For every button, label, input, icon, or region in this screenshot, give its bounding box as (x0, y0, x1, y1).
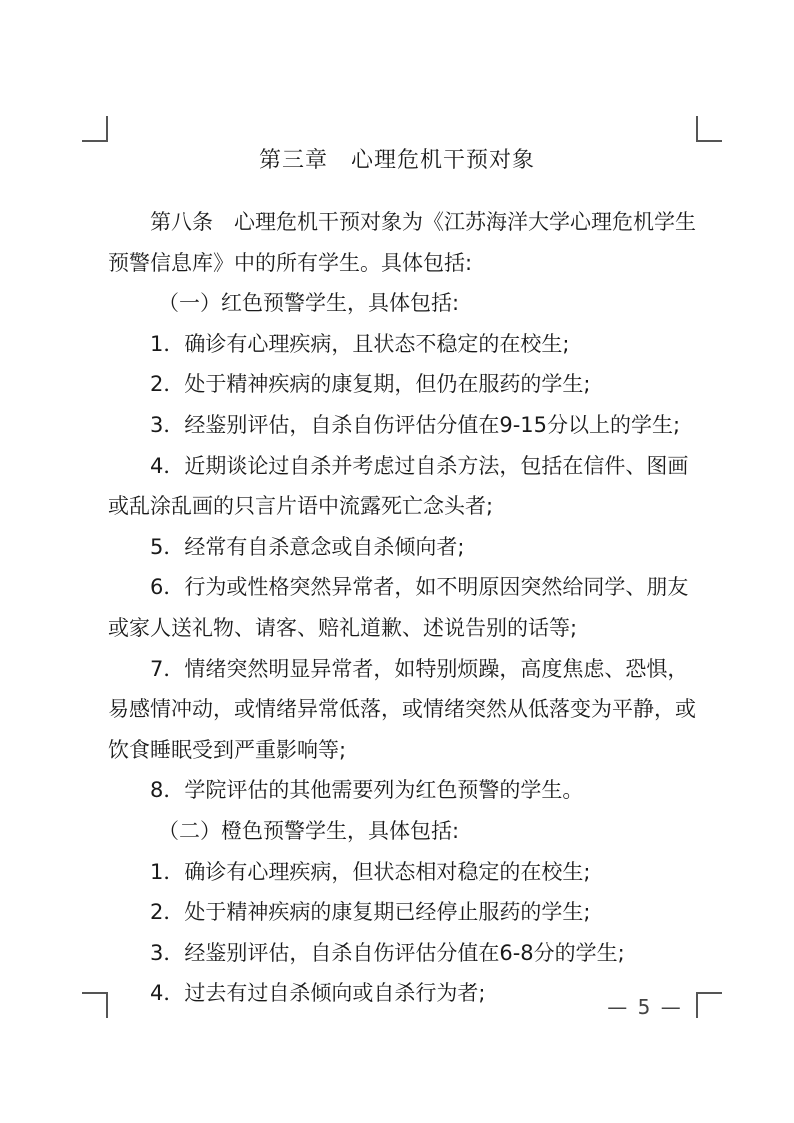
chapter-title: 第三章 心理危机干预对象 (258, 148, 535, 173)
paragraph-article-8: 第八条 心理危机干预对象为《江苏海洋大学心理危机学生预警信息库》中的所有学生。具体包括: (108, 210, 696, 275)
paragraph-orange-item-2: 2．处于精神疾病的康复期已经停止服药的学生; (150, 900, 591, 925)
paragraph-red-item-5: 5．经常有自杀意念或自杀倾向者; (150, 534, 465, 559)
page-number: — 5 — (607, 995, 683, 1019)
paragraph-red-item-8: 8．学院评估的其他需要列为红色预警的学生。 (150, 778, 584, 803)
paragraph-red-item-6: 6．行为或性格突然异常者，如不明原因突然给同学、朋友或家人送礼物、请客、赔礼道歉、述说告别的话等; (108, 575, 689, 640)
paragraph-red-item-4: 4．近期谈论过自杀并考虑过自杀方法，包括在信件、图画或乱涂乱画的只言片语中流露死亡念头者; (108, 453, 689, 519)
paragraph-orange-item-4: 4．过去有过自杀倾向或自杀行为者; (150, 981, 486, 1006)
paragraph-red-item-3: 3．经鉴别评估，自杀自伤评估分值在9-15分以上的学生; (150, 412, 681, 437)
crop-mark-bottom-left (82, 992, 108, 1018)
paragraph-red-warning-heading: （一）红色预警学生，具体包括: (158, 291, 460, 316)
paragraph-red-item-2: 2．处于精神疾病的康复期，但仍在服药的学生; (150, 372, 591, 397)
crop-mark-top-right (696, 116, 722, 142)
paragraph-orange-warning-heading: （二）橙色预警学生，具体包括: (158, 818, 460, 843)
document-body (108, 202, 698, 1014)
paragraph-red-item-7: 7．情绪突然明显异常者，如特别烦躁，高度焦虑、恐惧，易感情冲动，或情绪异常低落，或情绪突然从低落变为平静，或饮食睡眠受到严重影响等; (108, 656, 696, 762)
paragraph-orange-item-1: 1．确诊有心理疾病，但状态相对稳定的在校生; (150, 859, 591, 884)
paragraph-red-item-1: 1．确诊有心理疾病，且状态不稳定的在校生; (150, 331, 570, 356)
paragraph-orange-item-3: 3．经鉴别评估，自杀自伤评估分值在6-8分的学生; (150, 940, 625, 965)
crop-mark-top-left (82, 116, 108, 142)
